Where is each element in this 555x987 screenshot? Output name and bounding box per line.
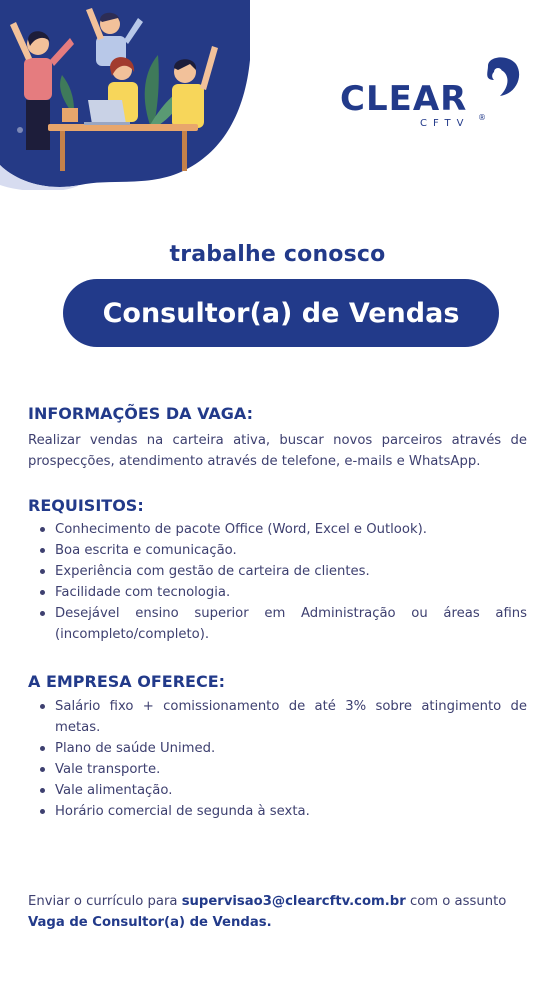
offers-list xyxy=(28,696,527,822)
footer-middle: com o assunto xyxy=(405,894,507,909)
list-item: Facilidade com tecnologia. xyxy=(28,582,527,603)
application-instructions xyxy=(28,891,527,933)
requirements-section-title: REQUISITOS: xyxy=(28,496,144,515)
info-description: Realizar vendas na carteira ativa, buscar novos parceiros através de prospecções, atendimento através de telefone, e-mails e WhatsApp. xyxy=(28,433,527,469)
list-item: Conhecimento de pacote Office (Word, Excel e Outlook). xyxy=(28,519,527,540)
team-celebration-illustration xyxy=(0,0,250,190)
contact-email-link[interactable]: supervisao3@clearcftv.com.br xyxy=(181,894,406,909)
list-item: Vale alimentação. xyxy=(28,780,527,801)
logo-subtitle: CFTV xyxy=(420,118,470,129)
list-item: Horário comercial de segunda à sexta. xyxy=(28,801,527,822)
page-kicker: trabalhe conosco xyxy=(169,242,386,267)
job-title: Consultor(a) de Vendas xyxy=(102,297,460,329)
job-title-banner xyxy=(63,279,499,347)
list-item: Vale transporte. xyxy=(28,759,527,780)
info-section-title: INFORMAÇÕES DA VAGA: xyxy=(28,404,253,423)
list-item: Boa escrita e comunicação. xyxy=(28,540,527,561)
logo-registered-mark: ® xyxy=(478,113,486,122)
requirements-list xyxy=(28,519,527,645)
list-item: Experiência com gestão de carteira de clientes. xyxy=(28,561,527,582)
list-item: Desejável ensino superior em Administração ou áreas afins (incompleto/completo). xyxy=(28,603,527,645)
clear-cftv-logo xyxy=(338,54,523,134)
logo-wordmark: CLEAR xyxy=(340,79,468,119)
list-item: Salário fixo + comissionamento de até 3% sobre atingimento de metas. xyxy=(28,696,527,738)
list-item: Plano de saúde Unimed. xyxy=(28,738,527,759)
footer-prefix: Enviar o currículo para xyxy=(28,894,182,909)
email-subject: Vaga de Consultor(a) de Vendas. xyxy=(28,915,272,930)
offers-section-title: A EMPRESA OFERECE: xyxy=(28,672,226,691)
